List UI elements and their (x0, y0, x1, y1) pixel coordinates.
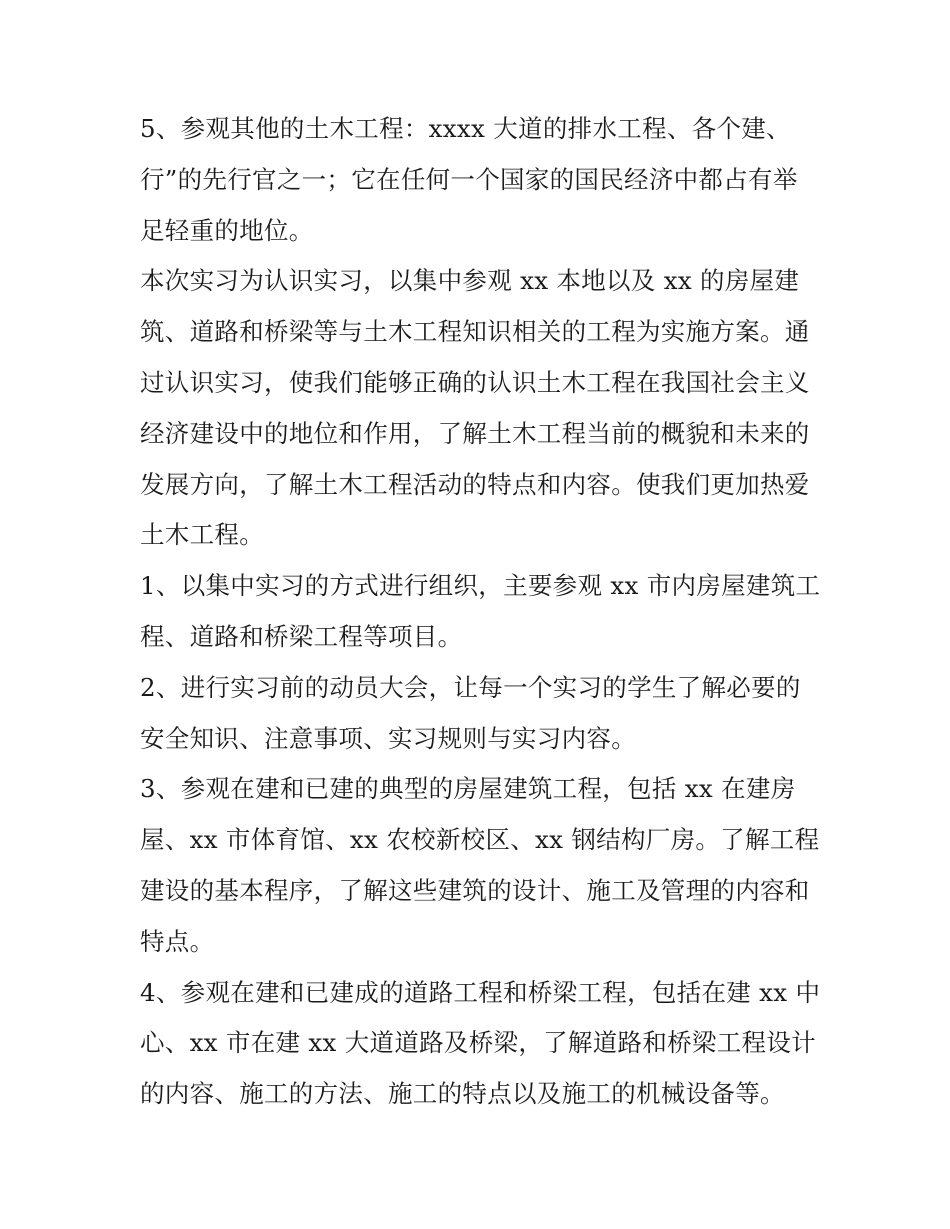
text-line: 5、参观其他的土木工程：xxxx 大道的排水工程、各个建、 (140, 114, 791, 143)
text-line: 建设的基本程序，了解这些建筑的设计、施工及管理的内容和 (140, 875, 810, 905)
text-line: 安全知识、注意事项、实习规则与实习内容。 (140, 723, 636, 753)
text-line: 1、以集中实习的方式进行组织，主要参观 xx 市内房屋建筑工 (140, 571, 821, 601)
text-line: 行”的先行官之一；它在任何一个国家的国民经济中都占有举 (140, 164, 798, 194)
text-line: 屋、xx 市体育馆、xx 农校新校区、xx 钢结构厂房。了解工程 (140, 825, 820, 855)
text-line: 程、道路和桥梁工程等项目。 (140, 621, 463, 651)
text-line: 3、参观在建和已建的典型的房屋建筑工程，包括 xx 在建房 (140, 774, 796, 804)
text-line: 发展方向，了解土木工程活动的特点和内容。使我们更加热爱 (140, 469, 810, 499)
text-line: 筑、道路和桥梁等与土木工程知识相关的工程为实施方案。通 (140, 317, 810, 347)
text-line: 足轻重的地位。 (140, 215, 314, 245)
document-body (140, 104, 821, 1120)
text-line: 的内容、施工的方法、施工的特点以及施工的机械设备等。 (140, 1079, 785, 1109)
text-line: 2、进行实习前的动员大会，让每一个实习的学生了解必要的 (140, 672, 801, 702)
text-line: 过认识实习，使我们能够正确的认识土木工程在我国社会主义 (140, 367, 810, 397)
text-line: 4、参观在建和已建成的道路工程和桥梁工程，包括在建 xx 中 (140, 977, 821, 1007)
text-line: 经济建设中的地位和作用，了解土木工程当前的概貌和未来的 (140, 418, 810, 448)
text-line: 特点。 (140, 926, 215, 956)
text-line: 心、xx 市在建 xx 大道道路及桥梁，了解道路和桥梁工程设计 (140, 1028, 816, 1058)
text-line: 土木工程。 (140, 520, 264, 550)
text-line: 本次实习为认识实习，以集中参观 xx 本地以及 xx 的房屋建 (140, 266, 800, 296)
